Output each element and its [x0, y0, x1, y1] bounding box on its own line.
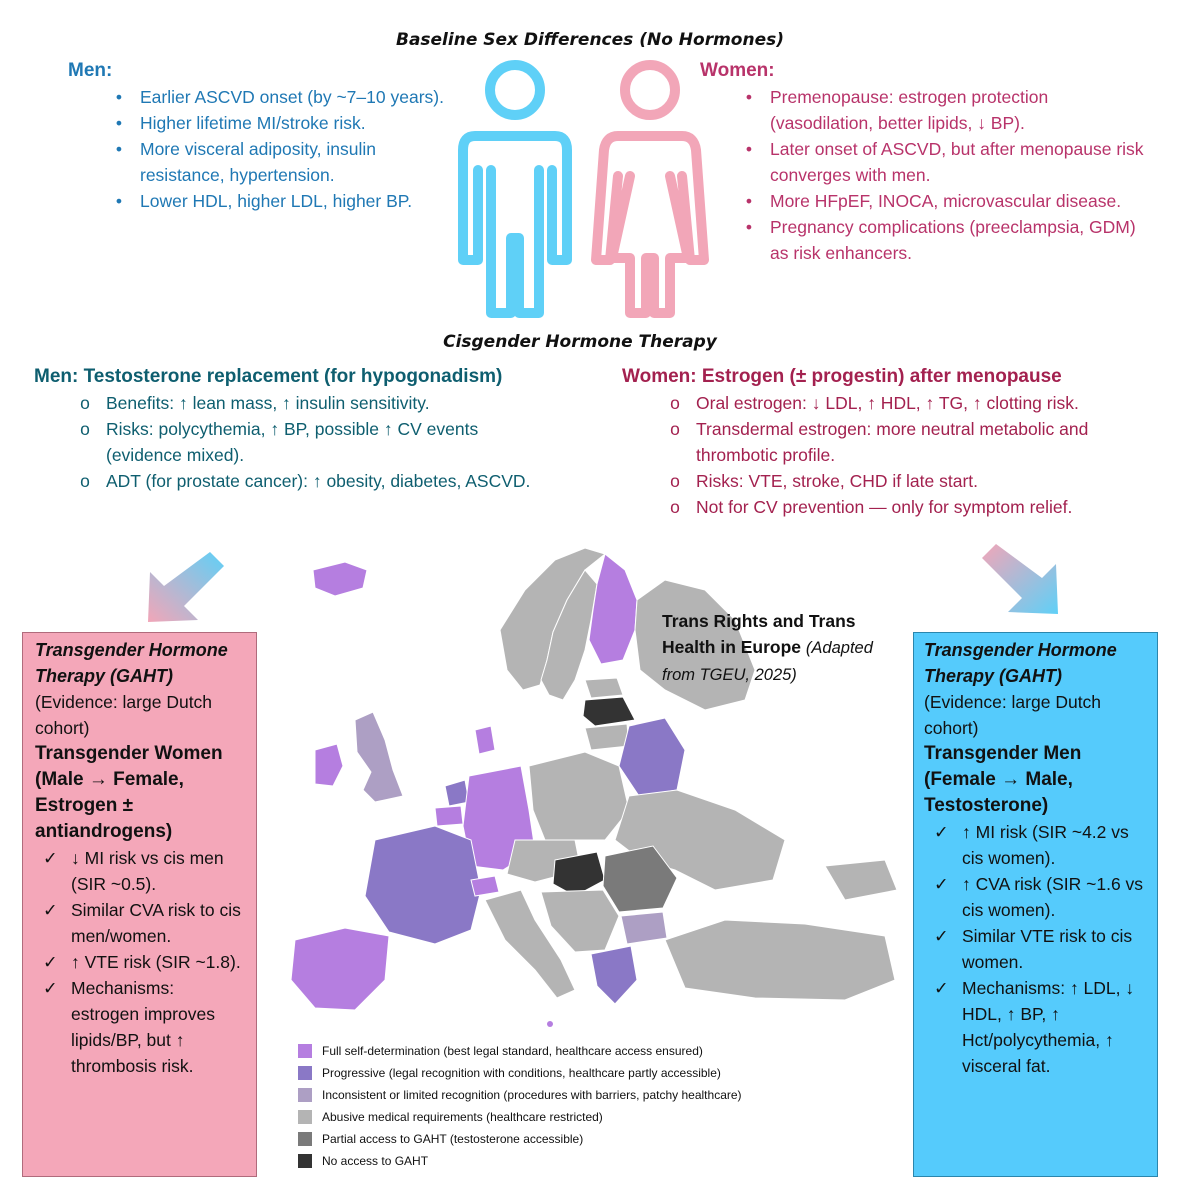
cis-men-section [34, 366, 594, 494]
list-item: o ADT (for prostate cancer): ↑ obesity, diabetes, ASCVD. [80, 471, 531, 491]
list-item: • More HFpEF, INOCA, microvascular disease. [745, 191, 1122, 211]
list-item: o Risks: VTE, stroke, CHD if late start. [670, 471, 978, 491]
legend-item: No access to GAHT [298, 1150, 818, 1172]
list-item: ✓ ↓ MI risk vs cis men (SIR ~0.5). [43, 848, 224, 894]
trans-women-subtitle: Transgender Women (Male → Female, Estrogen ± antiandrogens) [35, 743, 223, 842]
list-item: o Benefits: ↑ lean mass, ↑ insulin sensitivity. [80, 393, 430, 413]
list-item: • Premenopause: estrogen protection (vasodilation, better lipids, ↓ BP). [745, 87, 1049, 133]
map-source: (Adapted from TGEU, 2025) [662, 639, 873, 684]
legend-swatch [298, 1110, 312, 1124]
legend-swatch [298, 1154, 312, 1168]
legend-swatch [298, 1066, 312, 1080]
baseline-men-list [106, 84, 448, 214]
man-icon [455, 58, 575, 320]
legend-swatch [298, 1088, 312, 1102]
baseline-women-heading: Women: [700, 60, 775, 81]
list-item: ✓ Similar VTE risk to cis women. [934, 926, 1133, 972]
list-item: ✓ Similar CVA risk to cis men/women. [43, 900, 241, 946]
trans-women-box [22, 632, 257, 1177]
map-legend [298, 1040, 818, 1172]
baseline-men-heading: Men: [68, 60, 113, 81]
arrow-down-left-icon [140, 548, 230, 628]
list-item: o Not for CV prevention — only for symptom relief. [670, 497, 1073, 517]
legend-swatch [298, 1044, 312, 1058]
legend-item: Abusive medical requirements (healthcare restricted) [298, 1106, 818, 1128]
cis-men-heading: Men: Testosterone replacement (for hypogonadism) [34, 366, 503, 387]
trans-women-list [31, 845, 246, 1079]
legend-item: Inconsistent or limited recognition (procedures with barriers, patchy healthcare) [298, 1084, 818, 1106]
list-item: ✓ Mechanisms: ↑ LDL, ↓ HDL, ↑ BP, ↑ Hct/polycythemia, ↑ visceral fat. [934, 978, 1135, 1076]
legend-swatch [298, 1132, 312, 1146]
list-item: ✓ ↑ VTE risk (SIR ~1.8). [43, 952, 241, 972]
map-title-block [662, 608, 882, 688]
baseline-women-section [700, 60, 1150, 266]
list-item: ✓ Mechanisms: estrogen improves lipids/BP, but ↑ thrombosis risk. [43, 978, 215, 1076]
baseline-men-section [68, 60, 448, 214]
legend-item: Progressive (legal recognition with conditions, healthcare partly accessible) [298, 1062, 818, 1084]
list-item: ✓ ↑ MI risk (SIR ~4.2 vs cis women). [934, 822, 1129, 868]
legend-item: Full self-determination (best legal standard, healthcare access ensured) [298, 1040, 818, 1062]
trans-men-title: Transgender Hormone Therapy (GAHT) [924, 640, 1117, 686]
cis-women-heading: Women: Estrogen (± progestin) after menopause [622, 366, 1062, 387]
list-item: • Earlier ASCVD onset (by ~7–10 years). [115, 87, 444, 107]
trans-men-subtitle: Transgender Men (Female → Male, Testosterone) [924, 743, 1082, 816]
arrow-down-right-icon [978, 538, 1068, 622]
list-item: o Oral estrogen: ↓ LDL, ↑ HDL, ↑ TG, ↑ clotting risk. [670, 393, 1079, 413]
legend-item: Partial access to GAHT (testosterone accessible) [298, 1128, 818, 1150]
trans-men-evidence: (Evidence: large Dutch cohort) [924, 692, 1102, 738]
trans-men-list [922, 819, 1147, 1079]
list-item: o Transdermal estrogen: more neutral metabolic and thrombotic profile. [670, 419, 1089, 465]
list-item: • More visceral adiposity, insulin resistance, hypertension. [115, 139, 377, 185]
list-item: • Later onset of ASCVD, but after menopause risk converges with men. [745, 139, 1144, 185]
map-title: Trans Rights and Trans Health in Europe [662, 611, 856, 657]
list-item: • Higher lifetime MI/stroke risk. [115, 113, 366, 133]
cisgender-title: Cisgender Hormone Therapy [443, 332, 717, 352]
cis-men-list [72, 390, 594, 494]
list-item: • Lower HDL, higher LDL, higher BP. [115, 191, 413, 211]
list-item: • Pregnancy complications (preeclampsia, GDM) as risk enhancers. [745, 217, 1136, 263]
baseline-women-list [736, 84, 1150, 266]
cis-women-section [622, 366, 1162, 520]
trans-women-title: Transgender Hormone Therapy (GAHT) [35, 640, 228, 686]
baseline-title: Baseline Sex Differences (No Hormones) [395, 30, 785, 50]
list-item: o Risks: polycythemia, ↑ BP, possible ↑ CV events (evidence mixed). [80, 419, 479, 465]
trans-men-box [913, 632, 1158, 1177]
cis-women-list [662, 390, 1162, 520]
trans-women-evidence: (Evidence: large Dutch cohort) [35, 692, 213, 738]
woman-icon [590, 58, 710, 320]
list-item: ✓ ↑ CVA risk (SIR ~1.6 vs cis women). [934, 874, 1144, 920]
